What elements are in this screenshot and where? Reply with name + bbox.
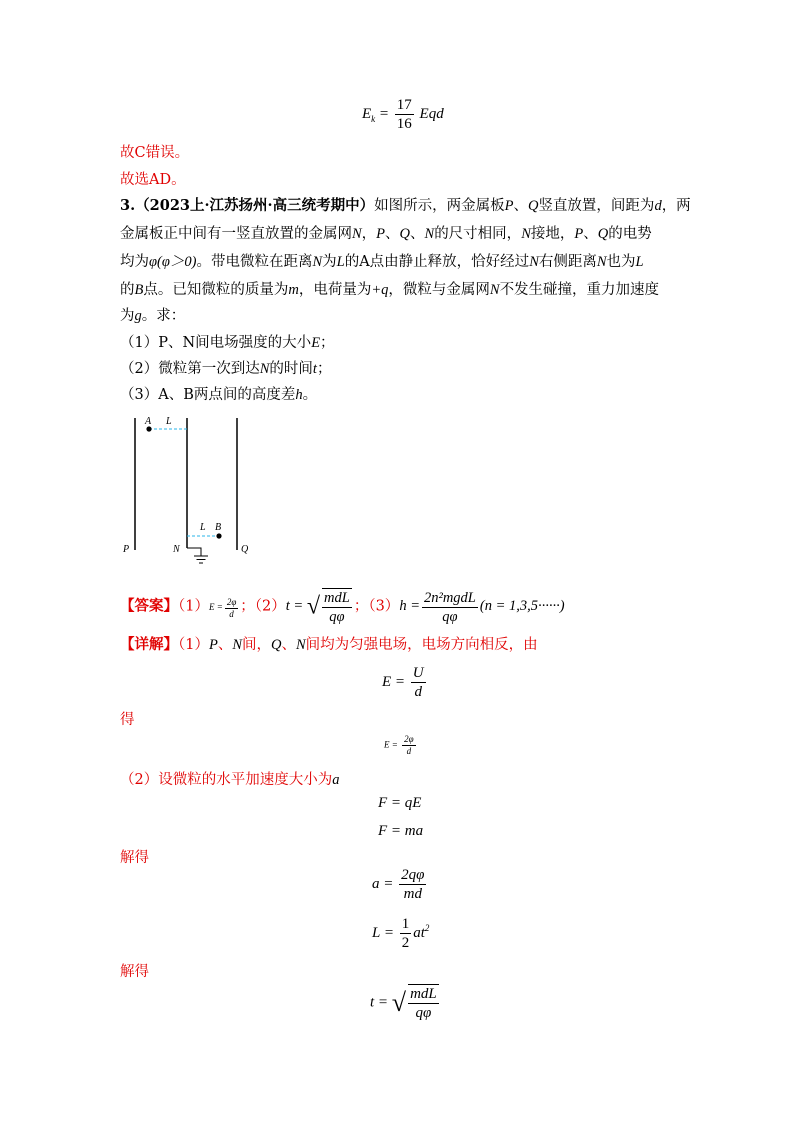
label-l-bottom: L xyxy=(200,522,206,533)
conclusion-choose: 故选AD。 xyxy=(120,172,186,188)
label-l-top: L xyxy=(166,416,172,427)
equation-e-u-d: E = $\frac{U}{d}$ xyxy=(382,665,424,700)
equation-f-ma: F = ma xyxy=(378,823,424,839)
answer-line: 【答案】（1）E = $\frac{2\varphi}{d}$ ；（2）t = √ $\frac{\text{mdL}}{q\varphi}$ ；（3）h = $\frac{\text{2n²mgdL}}{q\varphi}$ (n = 1,3,5······) xyxy=(120,589,565,625)
problem-line-4: 的B点。已知微粒的质量为m，电荷量为+q，微粒与金属网N不发生碰撞，重力加速度 xyxy=(120,282,660,298)
problem-line-3: 均为φ(φ＞0)。带电微粒在距离N为L的A点由静止释放，恰好经过N右侧距离N也为L xyxy=(120,254,644,270)
equation-f-qe: F = qE xyxy=(378,795,422,811)
equation-t-sqrt: t = √ $\frac{\text{mdL}}{q\varphi}$ xyxy=(370,986,437,1021)
label-p: P xyxy=(123,544,130,555)
text-de: 得 xyxy=(120,712,135,728)
text-jiede-2: 解得 xyxy=(120,964,149,980)
problem-line-5: 为g。求： xyxy=(120,308,186,324)
figure-plates-diagram xyxy=(115,410,265,570)
label-n: N xyxy=(173,544,180,555)
text-jiede-1: 解得 xyxy=(120,850,149,866)
question-2: （2）微粒第一次到达N的时间t； xyxy=(120,361,332,377)
label-q: Q xyxy=(241,544,249,555)
equation-kinetic-energy: $E_k$ = $\frac{17}{16}$ Eqd xyxy=(362,97,444,132)
conclusion-c-wrong: 故C错误。 xyxy=(120,145,190,161)
ground-wire xyxy=(187,548,201,556)
point-a xyxy=(146,426,151,431)
problem-line-2: 金属板正中间有一竖直放置的金属网N，P、Q、N的尺寸相同，N接地，P、Q的电势 xyxy=(120,226,652,242)
equation-e-2phi-d: E = $\frac{2\varphi}{d}$ xyxy=(384,734,414,756)
label-a: A xyxy=(145,416,152,427)
label-b: B xyxy=(215,522,222,533)
point-b xyxy=(216,533,221,538)
question-3: （3）A、B两点间的高度差h。 xyxy=(120,387,318,403)
problem-line-1: 3.（2023上·江苏扬州·高三统考期中）如图所示，两金属板P、Q竖直放置，间距为d，两 xyxy=(120,197,691,214)
equation-l-half-at2: L = $\frac{1}{2}$ $at^2$ xyxy=(372,916,430,951)
detail-line-1: 【详解】（1）P、N间，Q、N间均为匀强电场，电场方向相反，由 xyxy=(120,636,538,653)
question-1: （1）P、N间电场强度的大小E； xyxy=(120,335,335,351)
equation-a-2qphi-md: a = $\frac{2q\varphi}{md}$ xyxy=(372,867,425,902)
detail-line-2: （2）设微粒的水平加速度大小为a xyxy=(120,772,340,788)
